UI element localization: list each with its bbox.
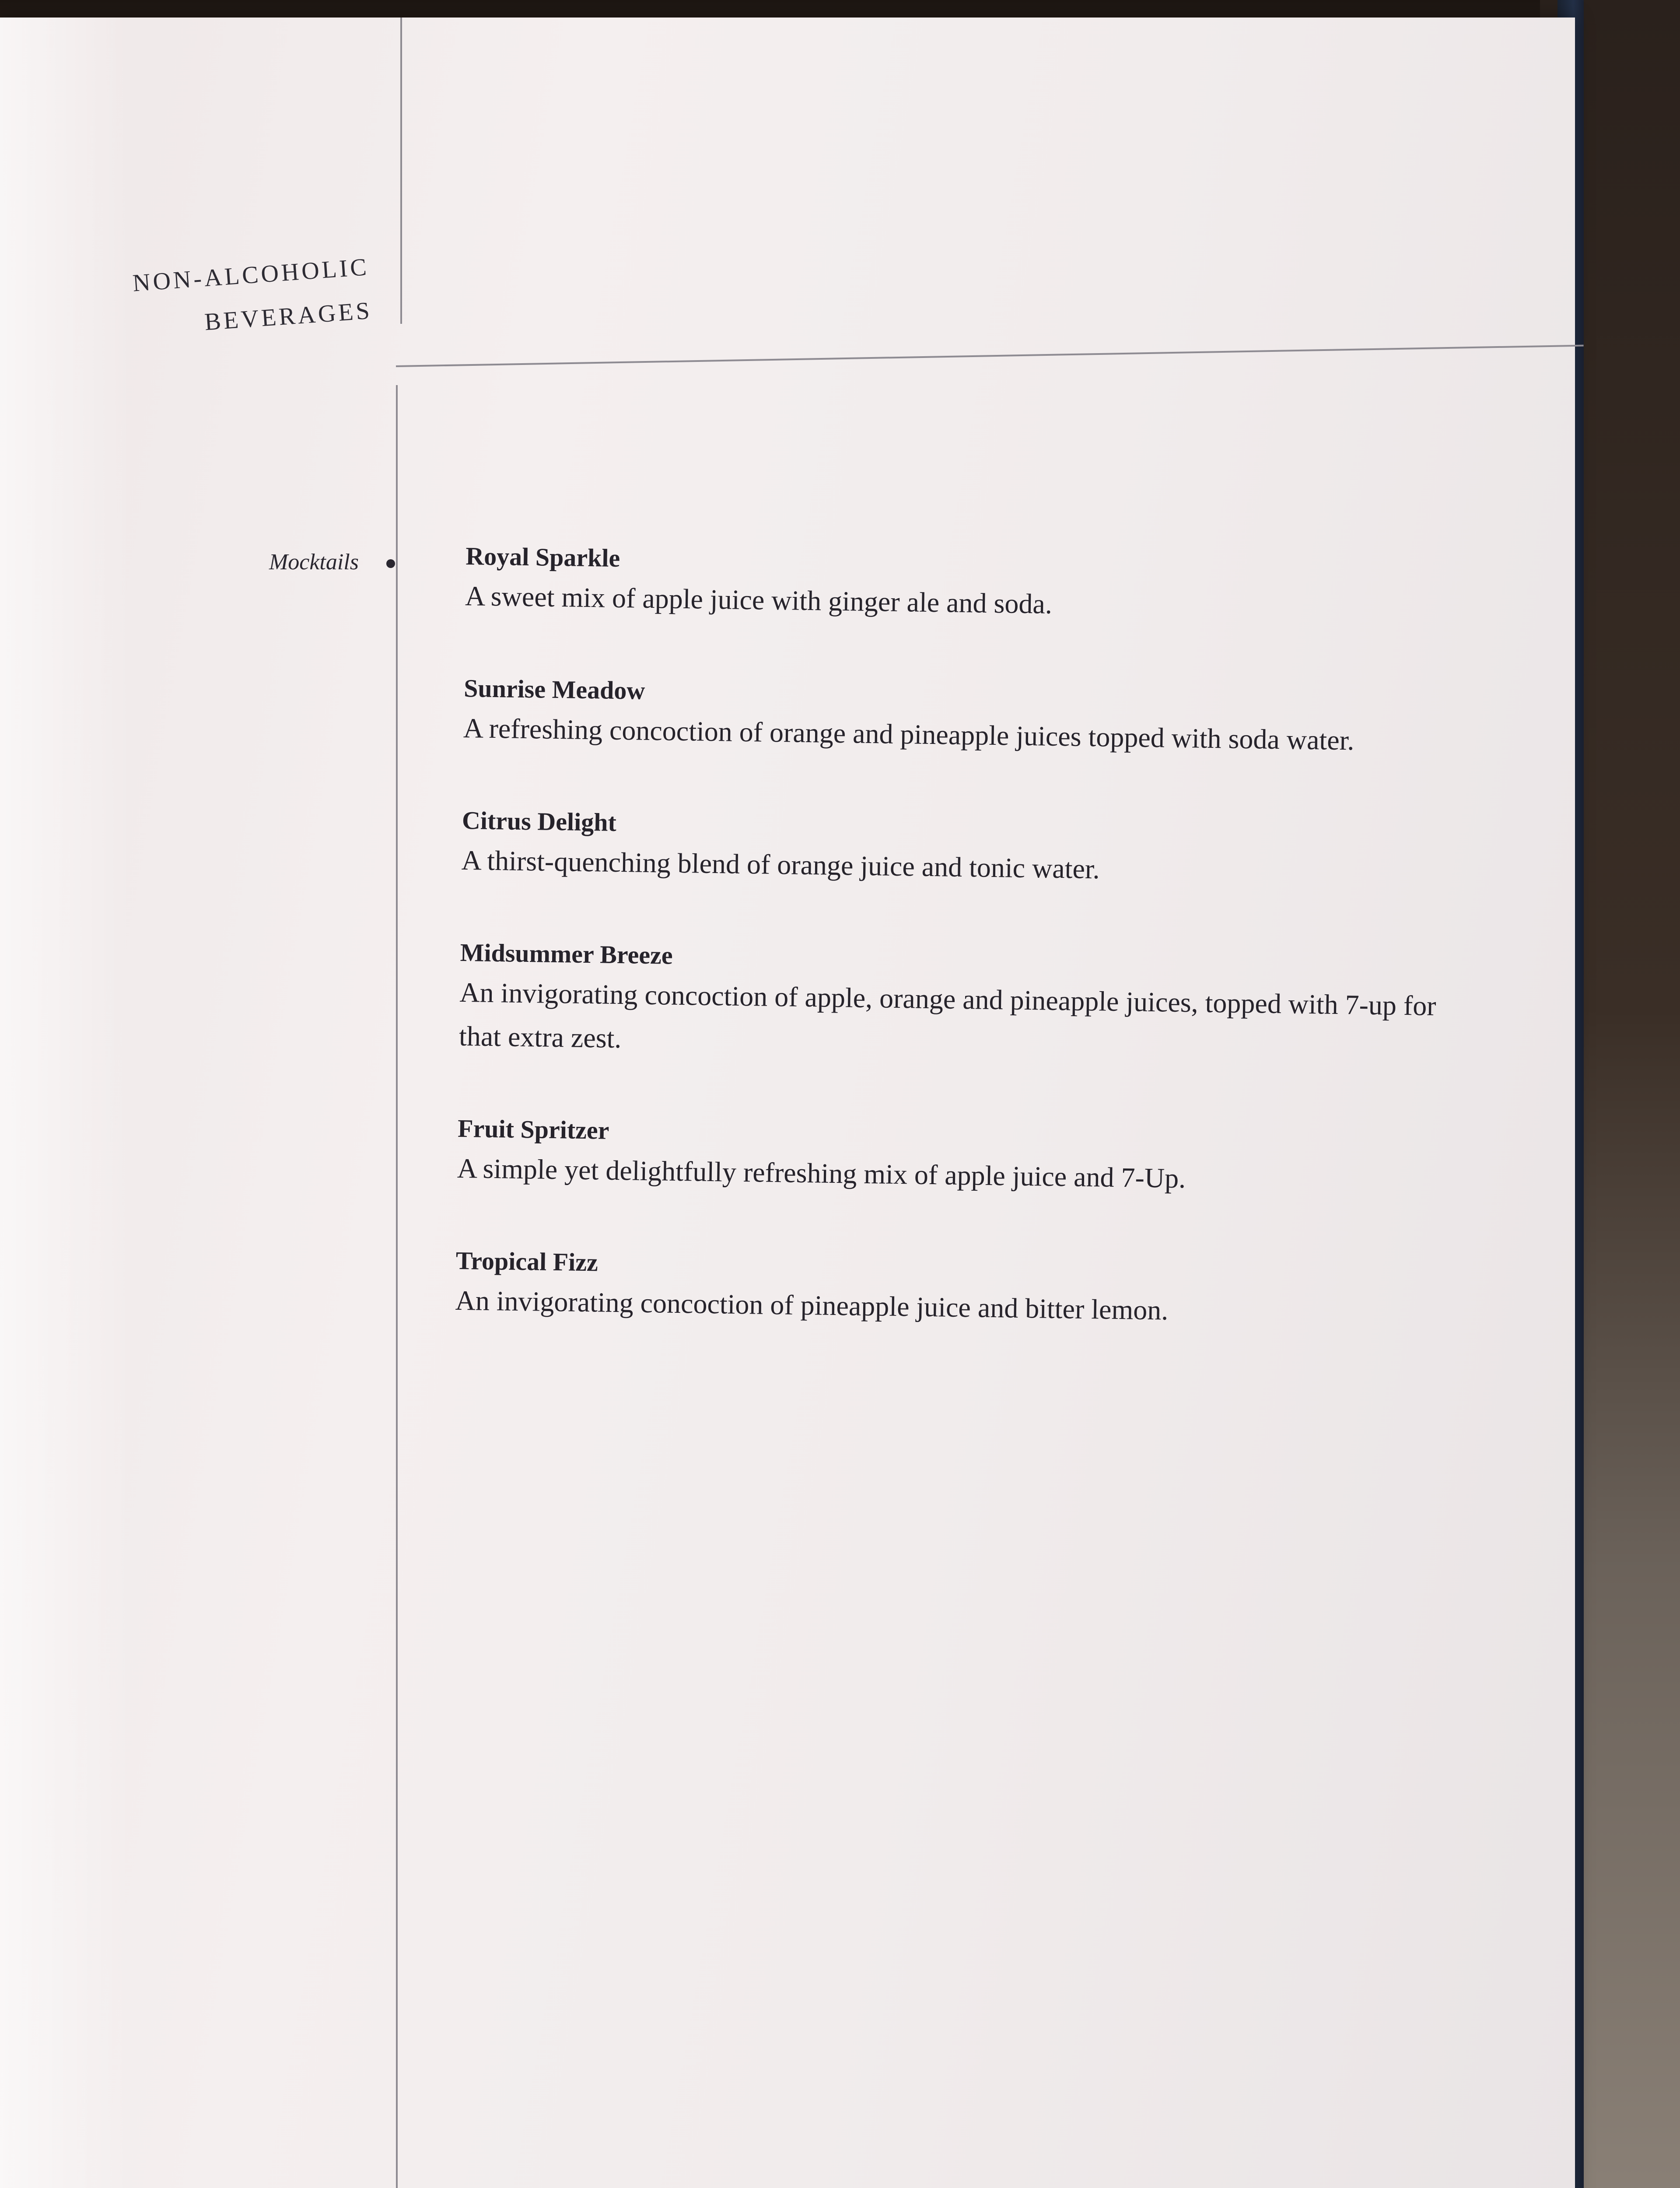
item-name: Sunrise Meadow xyxy=(463,673,645,705)
category-label: Mocktails xyxy=(269,550,359,575)
section-title xyxy=(119,245,374,350)
menu-item xyxy=(465,538,1472,632)
menu-item xyxy=(461,803,1468,896)
item-description: An invigorating concoction of apple, orange and pineapple juices, topped with 7-up for that extra zest. xyxy=(458,976,1437,1054)
item-name: Royal Sparkle xyxy=(465,541,620,572)
menu-item xyxy=(455,1243,1462,1336)
item-name: Fruit Spritzer xyxy=(457,1114,609,1145)
item-name: Midsummer Breeze xyxy=(460,938,673,970)
menu-item xyxy=(458,935,1466,1072)
page-shading xyxy=(0,18,131,2188)
vertical-rule-main xyxy=(396,385,398,2188)
item-name: Tropical Fizz xyxy=(455,1246,598,1277)
section-title-line1: NON-ALCOHOLIC xyxy=(132,253,370,297)
item-name: Citrus Delight xyxy=(462,806,617,837)
item-description: A simple yet delightfully refreshing mix of apple juice and 7-Up. xyxy=(457,1152,1186,1194)
bullet-icon xyxy=(386,559,395,568)
item-description: An invigorating concoction of pineapple juice and bitter lemon. xyxy=(455,1284,1169,1326)
section-title-line2: BEVERAGES xyxy=(203,297,373,336)
item-description: A refreshing concoction of orange and pineapple juices topped with soda water. xyxy=(463,712,1354,756)
vertical-rule-top xyxy=(400,18,402,324)
menu-item xyxy=(463,670,1470,764)
item-description: A thirst-quenching blend of orange juice and tonic water. xyxy=(461,844,1100,885)
menu-items-list xyxy=(454,538,1472,1389)
menu-item xyxy=(457,1111,1464,1204)
item-description: A sweet mix of apple juice with ginger ale and soda. xyxy=(465,580,1053,620)
